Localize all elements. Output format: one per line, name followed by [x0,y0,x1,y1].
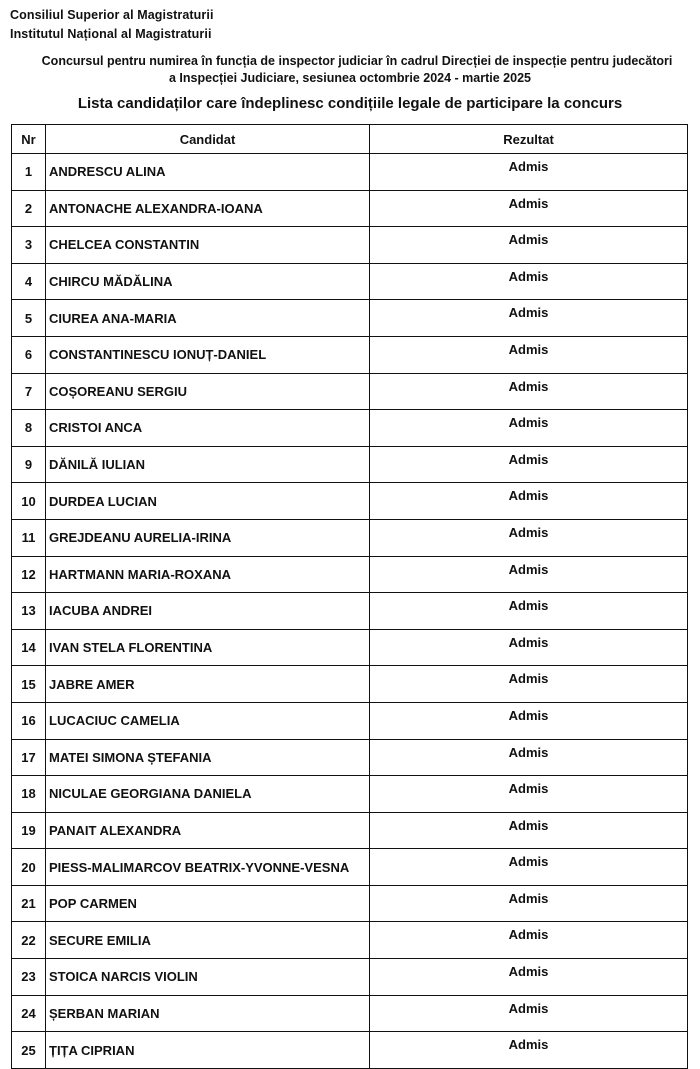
row-number: 10 [12,483,46,520]
result-cell: Admis [370,446,688,483]
table-header-row [12,125,688,154]
candidate-name: ȘERBAN MARIAN [46,995,370,1032]
table-row [12,702,688,739]
result-cell: Admis [370,410,688,447]
table-row [12,629,688,666]
table-row [12,849,688,886]
table-body [12,154,688,1069]
candidate-name: DĂNILĂ IULIAN [46,446,370,483]
row-number: 21 [12,885,46,922]
row-number: 20 [12,849,46,886]
candidate-name: PIESS-MALIMARCOV BEATRIX-YVONNE-VESNA [46,849,370,886]
column-header-nr: Nr [12,125,46,154]
table-row [12,227,688,264]
row-number: 16 [12,702,46,739]
result-cell: Admis [370,1032,688,1069]
result-cell: Admis [370,556,688,593]
table-row [12,483,688,520]
result-cell: Admis [370,336,688,373]
result-cell: Admis [370,849,688,886]
organization-name: Consiliul Superior al Magistraturii [10,8,214,22]
table-row [12,593,688,630]
candidate-name: COȘOREANU SERGIU [46,373,370,410]
table-row [12,1032,688,1069]
candidate-name: NICULAE GEORGIANA DANIELA [46,776,370,813]
candidate-name: IVAN STELA FLORENTINA [46,629,370,666]
candidate-name: ANDRESCU ALINA [46,154,370,191]
row-number: 24 [12,995,46,1032]
column-header-candidate: Candidat [46,125,370,154]
contest-title-line-1: Concursul pentru numirea în funcția de inspector judiciar în cadrul Direcției de inspecție pentru judecători [41,54,673,68]
candidates-table [11,124,688,1069]
result-cell: Admis [370,300,688,337]
row-number: 15 [12,666,46,703]
result-cell: Admis [370,776,688,813]
row-number: 6 [12,336,46,373]
table-row [12,336,688,373]
row-number: 18 [12,776,46,813]
row-number: 25 [12,1032,46,1069]
candidate-name: CRISTOI ANCA [46,410,370,447]
result-cell: Admis [370,593,688,630]
result-cell: Admis [370,629,688,666]
candidate-name: CONSTANTINESCU IONUȚ-DANIEL [46,336,370,373]
row-number: 11 [12,519,46,556]
row-number: 2 [12,190,46,227]
table-row [12,776,688,813]
row-number: 3 [12,227,46,264]
result-cell: Admis [370,959,688,996]
contest-title-line-2: a Inspecției Judiciare, sesiunea octombrie 2024 - martie 2025 [169,71,531,85]
candidate-name: CHIRCU MĂDĂLINA [46,263,370,300]
row-number: 12 [12,556,46,593]
table-row [12,373,688,410]
candidate-name: ȚIȚA CIPRIAN [46,1032,370,1069]
result-cell: Admis [370,995,688,1032]
candidate-name: CHELCEA CONSTANTIN [46,227,370,264]
candidate-name: CIUREA ANA-MARIA [46,300,370,337]
list-title: Lista candidaților care îndeplinesc condițiile legale de participare la concurs [77,95,623,112]
table-row [12,666,688,703]
row-number: 23 [12,959,46,996]
result-cell: Admis [370,263,688,300]
candidate-name: HARTMANN MARIA-ROXANA [46,556,370,593]
candidate-name: SECURE EMILIA [46,922,370,959]
candidate-name: STOICA NARCIS VIOLIN [46,959,370,996]
column-header-result: Rezultat [370,125,688,154]
result-cell: Admis [370,519,688,556]
table-row [12,300,688,337]
row-number: 4 [12,263,46,300]
result-cell: Admis [370,227,688,264]
table-row [12,519,688,556]
row-number: 8 [12,410,46,447]
result-cell: Admis [370,739,688,776]
row-number: 9 [12,446,46,483]
table-row [12,885,688,922]
result-cell: Admis [370,483,688,520]
table-row [12,263,688,300]
candidate-name: IACUBA ANDREI [46,593,370,630]
result-cell: Admis [370,812,688,849]
row-number: 17 [12,739,46,776]
result-cell: Admis [370,702,688,739]
candidate-name: PANAIT ALEXANDRA [46,812,370,849]
candidate-name: DURDEA LUCIAN [46,483,370,520]
row-number: 13 [12,593,46,630]
table-row [12,190,688,227]
institute-name: Institutul Național al Magistraturii [10,27,212,41]
row-number: 1 [12,154,46,191]
candidate-name: GREJDEANU AURELIA-IRINA [46,519,370,556]
result-cell: Admis [370,190,688,227]
table-row [12,154,688,191]
table-row [12,446,688,483]
result-cell: Admis [370,154,688,191]
candidate-name: LUCACIUC CAMELIA [46,702,370,739]
candidate-name: POP CARMEN [46,885,370,922]
candidate-name: JABRE AMER [46,666,370,703]
table-row [12,739,688,776]
candidate-name: ANTONACHE ALEXANDRA-IOANA [46,190,370,227]
result-cell: Admis [370,373,688,410]
row-number: 7 [12,373,46,410]
result-cell: Admis [370,922,688,959]
row-number: 19 [12,812,46,849]
table-row [12,556,688,593]
table-row [12,995,688,1032]
table-row [12,959,688,996]
result-cell: Admis [370,666,688,703]
table-row [12,410,688,447]
table-row [12,812,688,849]
row-number: 14 [12,629,46,666]
candidate-name: MATEI SIMONA ȘTEFANIA [46,739,370,776]
row-number: 22 [12,922,46,959]
table-row [12,922,688,959]
row-number: 5 [12,300,46,337]
result-cell: Admis [370,885,688,922]
